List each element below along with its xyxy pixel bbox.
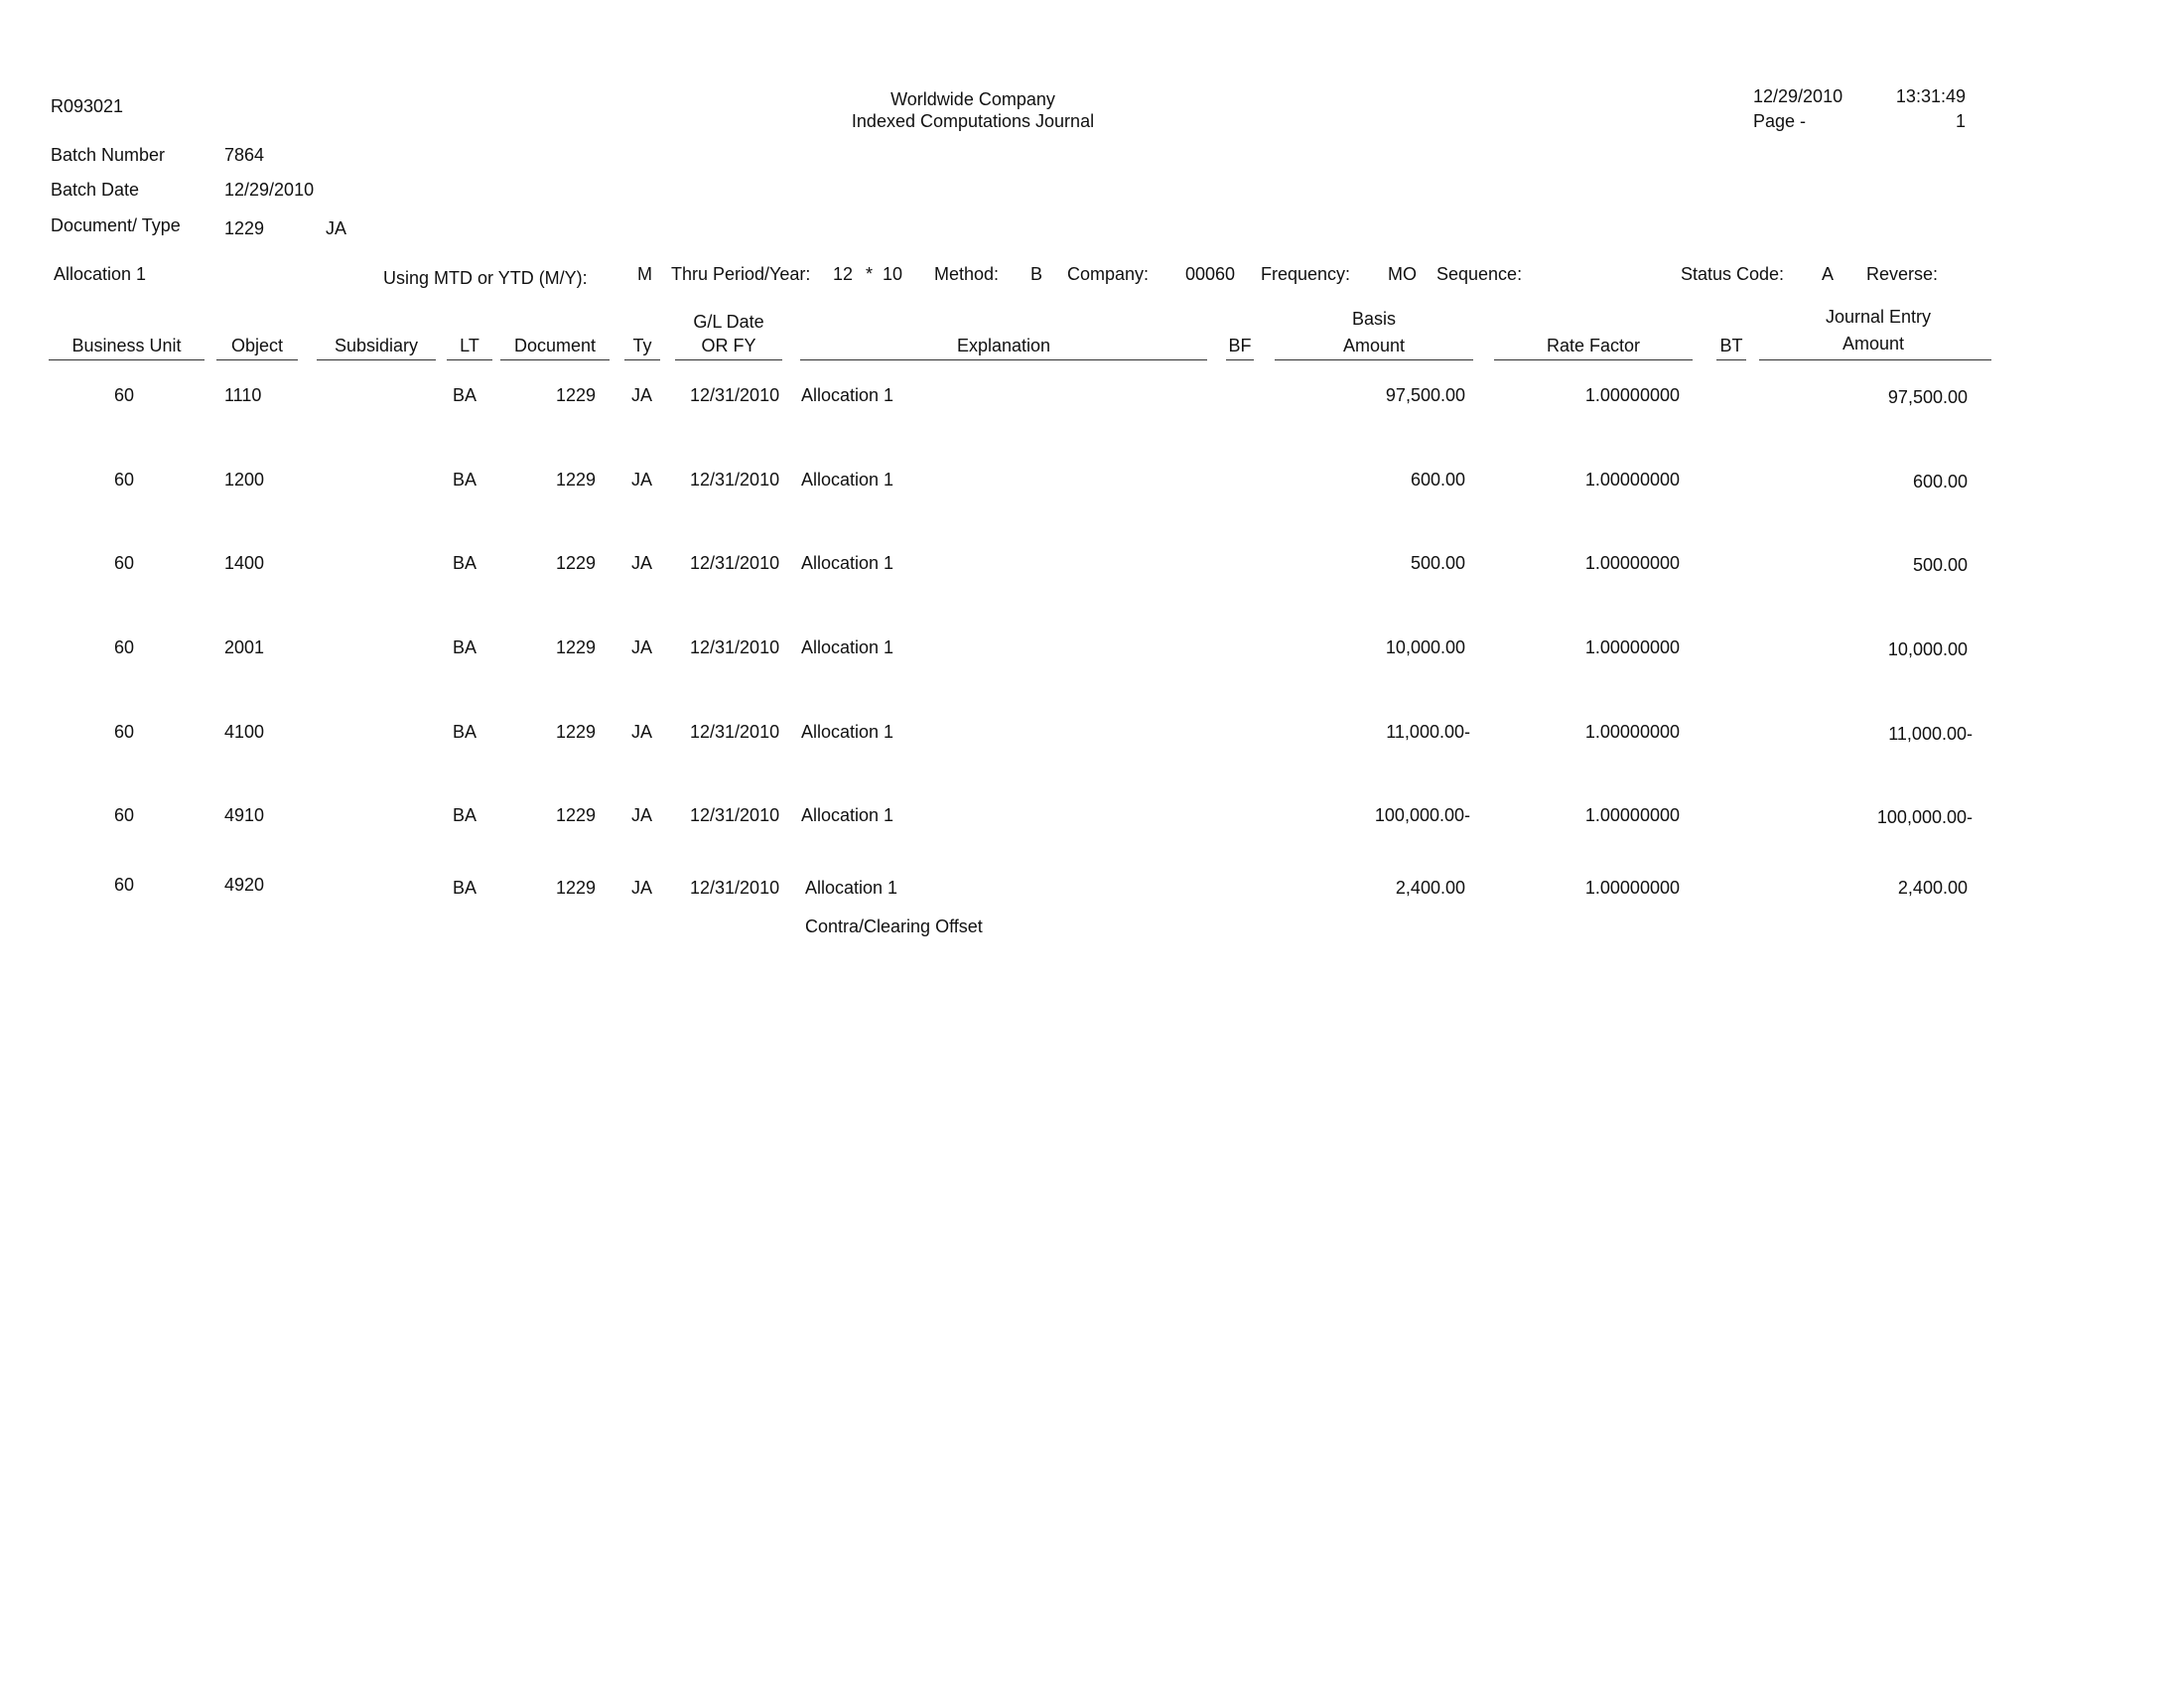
col-rate-factor: Rate Factor [1546,336,1641,355]
reverse-label: Reverse: [1866,264,1939,284]
row-5-je-amount: 100,000.00- [1876,807,1973,827]
row-1-explanation: Allocation 1 [801,470,894,490]
row-6-gl-date: 12/31/2010 [690,878,780,898]
row-3-basis-amount: 10,000.00 [1385,637,1465,657]
row-6-basis-amount: 2,400.00 [1395,878,1465,898]
allocation-name: Allocation 1 [54,264,147,284]
row-6-explanation: Allocation 1 [805,878,898,898]
row-1-lt: BA [453,470,478,490]
rule-lt [447,359,492,360]
rule-bt [1716,359,1746,360]
col-object: Object [230,336,284,355]
row-0-document: 1229 [555,385,596,405]
row-3-document: 1229 [555,637,596,657]
row-1-basis-amount: 600.00 [1410,470,1465,490]
row-2-basis-amount: 500.00 [1410,553,1465,573]
row-4-gl-date: 12/31/2010 [690,722,780,742]
col-document: Document [513,336,597,355]
document-number-value: 1229 [224,218,265,238]
frequency-value: MO [1388,264,1417,284]
run-date: 12/29/2010 [1753,86,1843,106]
thru-separator: * [866,264,874,284]
row-3-ty: JA [631,637,653,657]
col-lt: LT [460,336,479,355]
row-2-je-amount: 500.00 [1912,555,1968,575]
row-5-rate-factor: 1.00000000 [1584,805,1680,825]
row-4-document: 1229 [555,722,596,742]
rule-explanation [800,359,1207,360]
rule-business-unit [49,359,205,360]
row-3-business-unit: 60 [113,637,135,657]
frequency-label: Frequency: [1261,264,1351,284]
row-6-ty: JA [631,878,653,898]
col-bt: BT [1719,336,1743,355]
col-basis: Basis [1351,309,1396,329]
row-2-object: 1400 [224,553,265,573]
row-2-gl-date: 12/31/2010 [690,553,780,573]
document-type-value: JA [326,218,347,238]
row-2-rate-factor: 1.00000000 [1584,553,1680,573]
col-gl-date: G/L Date [693,312,764,332]
row-3-je-amount: 10,000.00 [1887,639,1968,659]
row-0-lt: BA [453,385,478,405]
thru-period-value: 12 [833,264,854,284]
rule-gl-date [675,359,782,360]
row-0-explanation: Allocation 1 [801,385,894,405]
row-5-ty: JA [631,805,653,825]
rule-document [500,359,610,360]
thru-year-value: 10 [883,264,903,284]
row-2-business-unit: 60 [113,553,135,573]
company-name: Worldwide Company [890,89,1055,109]
row-0-object: 1110 [224,385,262,405]
status-code-label: Status Code: [1681,264,1785,284]
company-value: 00060 [1185,264,1236,284]
batch-date-value: 12/29/2010 [224,180,315,200]
rule-journal-entry-amount [1759,359,1991,360]
row-4-ty: JA [631,722,653,742]
col-basis-amount: Amount [1342,336,1406,355]
row-5-basis-amount: 100,000.00- [1374,805,1470,825]
page-number: 1 [1955,111,1966,131]
row-2-document: 1229 [555,553,596,573]
row-6-rate-factor: 1.00000000 [1584,878,1680,898]
batch-number-value: 7864 [224,145,265,165]
row-4-rate-factor: 1.00000000 [1584,722,1680,742]
run-time: 13:31:49 [1895,86,1966,106]
row-6-explanation-line-2: Contra/Clearing Offset [805,916,983,936]
rule-bf [1226,359,1254,360]
thru-period-label: Thru Period/Year: [671,264,811,284]
row-0-gl-date: 12/31/2010 [690,385,780,405]
row-6-object: 4920 [224,875,265,895]
row-0-rate-factor: 1.00000000 [1584,385,1680,405]
row-2-explanation: Allocation 1 [801,553,894,573]
batch-number-label: Batch Number [51,145,166,165]
col-explanation: Explanation [956,336,1051,355]
mtd-ytd-label: Using MTD or YTD (M/Y): [383,268,588,288]
col-bf: BF [1228,336,1252,355]
row-2-lt: BA [453,553,478,573]
row-6-je-amount: 2,400.00 [1897,878,1968,898]
row-0-je-amount: 97,500.00 [1887,387,1968,407]
mtd-ytd-value: M [637,264,652,284]
row-4-lt: BA [453,722,478,742]
rule-basis-amount [1275,359,1473,360]
document-type-label: Document/ Type [51,215,181,235]
row-5-object: 4910 [224,805,265,825]
row-4-object: 4100 [224,722,265,742]
row-1-gl-date: 12/31/2010 [690,470,780,490]
row-0-basis-amount: 97,500.00 [1385,385,1465,405]
row-0-ty: JA [631,385,653,405]
sequence-label: Sequence: [1436,264,1523,284]
row-6-business-unit: 60 [113,875,135,895]
row-1-business-unit: 60 [113,470,135,490]
report-id: R093021 [51,96,124,116]
row-1-rate-factor: 1.00000000 [1584,470,1680,490]
report-title: Indexed Computations Journal [851,111,1095,131]
row-5-lt: BA [453,805,478,825]
col-ty: Ty [632,336,652,355]
row-5-document: 1229 [555,805,596,825]
col-business-unit: Business Unit [71,336,182,355]
row-3-rate-factor: 1.00000000 [1584,637,1680,657]
row-1-ty: JA [631,470,653,490]
row-3-explanation: Allocation 1 [801,637,894,657]
rule-rate-factor [1494,359,1693,360]
row-1-je-amount: 600.00 [1912,472,1968,492]
row-1-object: 1200 [224,470,265,490]
method-label: Method: [934,264,1000,284]
row-3-gl-date: 12/31/2010 [690,637,780,657]
col-journal-entry-amount: Amount [1842,334,1905,353]
row-5-business-unit: 60 [113,805,135,825]
row-4-basis-amount: 11,000.00- [1386,722,1470,742]
row-4-je-amount: 11,000.00- [1888,724,1973,744]
row-6-document: 1229 [555,878,596,898]
col-subsidiary: Subsidiary [334,336,419,355]
col-journal-entry: Journal Entry [1825,307,1932,327]
company-label: Company: [1067,264,1150,284]
rule-object [216,359,298,360]
row-5-explanation: Allocation 1 [801,805,894,825]
row-6-lt: BA [453,878,478,898]
rule-ty [624,359,660,360]
row-0-business-unit: 60 [113,385,135,405]
page-label: Page - [1753,111,1807,131]
row-2-ty: JA [631,553,653,573]
rule-subsidiary [317,359,436,360]
row-5-gl-date: 12/31/2010 [690,805,780,825]
row-3-object: 2001 [224,637,265,657]
batch-date-label: Batch Date [51,180,140,200]
row-4-explanation: Allocation 1 [801,722,894,742]
row-1-document: 1229 [555,470,596,490]
row-3-lt: BA [453,637,478,657]
row-4-business-unit: 60 [113,722,135,742]
col-or-fy: OR FY [701,336,756,355]
status-code-value: A [1822,264,1835,284]
method-value: B [1030,264,1043,284]
